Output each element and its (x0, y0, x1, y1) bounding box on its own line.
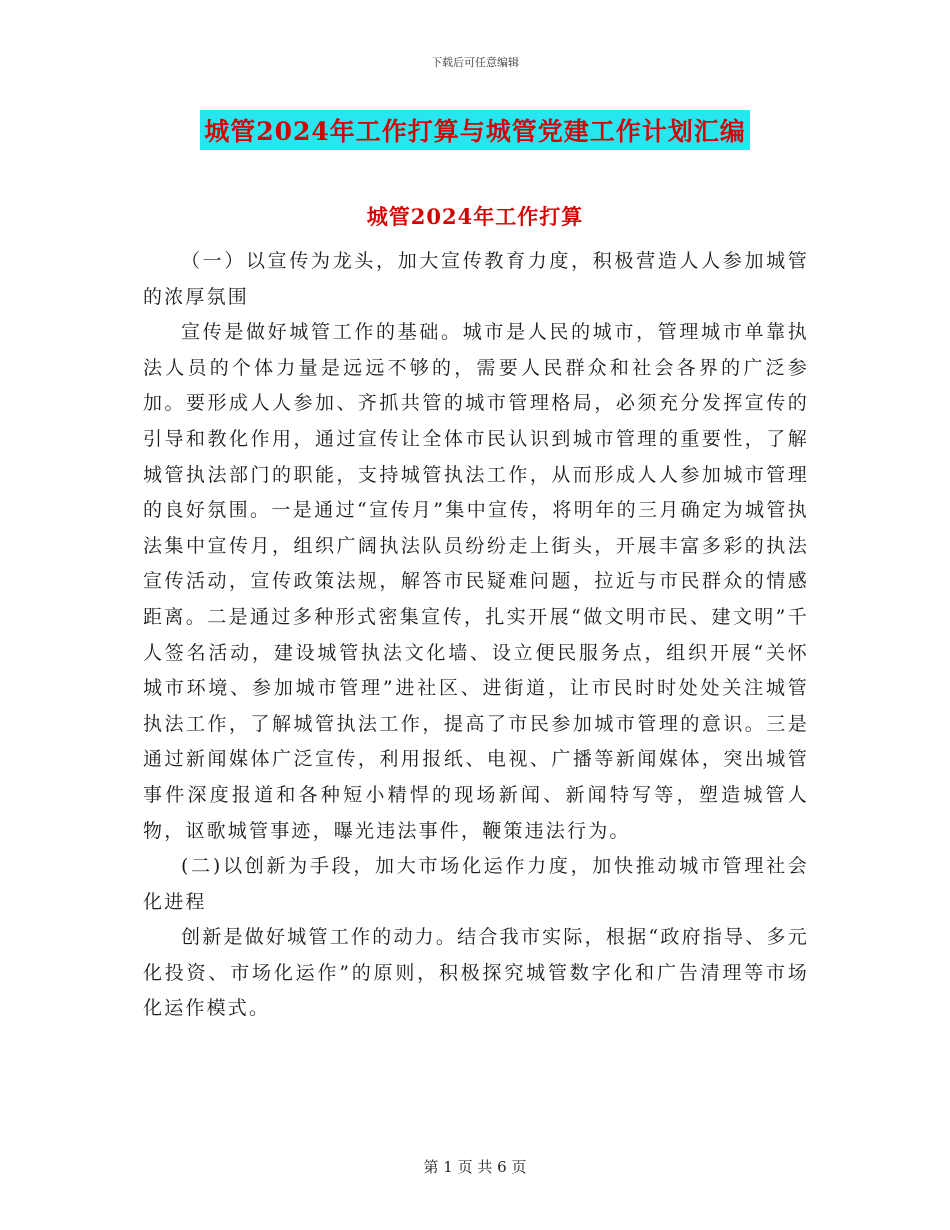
document-title: 城管2024年工作打算与城管党建工作计划汇编 (200, 110, 750, 150)
paragraph: 创新是做好城管工作的动力。结合我市实际，根据“政府指导、多元化投资、市场化运作”的原则，积极探究城管数字化和广告清理等市场化运作模式。 (143, 926, 809, 1020)
paragraph: 宣传是做好城管工作的基础。城市是人民的城市，管理城市单靠执法人员的个体力量是远远不够的，需要人民群众和社会各界的广泛参加。要形成人人参加、齐抓共管的城市管理格局，必须充分发挥宣传的引导和教化作用，通过宣传让全体市民认识到城市管理的重要性，了解城管执法部门的职能，支持城管执法工作，从而形成人人参加城市管理的良好氛围。一是通过“宣传月”集中宣传，将明年的三月确定为城管执法集中宣传月，组织广阔执法队员纷纷走上街头，开展丰富多彩的执法宣传活动，宣传政策法规，解答市民疑难问题，拉近与市民群众的情感距离。二是通过多种形式密集宣传，扎实开展“做文明市民、建文明”千人签名活动，建设城管执法文化墙、设立便民服务点，组织开展“关怀城市环境、参加城市管理”进社区、进街道，让市民时时处处关注城管执法工作，了解城管执法工作，提高了市民参加城市管理的意识。三是通过新闻媒体广泛宣传，利用报纸、电视、广播等新闻媒体，突出城管事件深度报道和各种短小精悍的现场新闻、新闻特写等，塑造城管人物，讴歌城管事迹，曝光违法事件，鞭策违法行为。 (143, 321, 809, 842)
paragraph-heading-1: （一）以宣传为龙头，加大宣传教育力度，积极营造人人参加城管的浓厚氛围 (143, 250, 809, 308)
header-note: 下载后可任意编辑 (431, 56, 519, 69)
paragraph-heading-2: (二)以创新为手段，加大市场化运作力度，加快推动城市管理社会化进程 (143, 855, 809, 913)
document-body (143, 244, 809, 1027)
document-title-container (0, 110, 950, 150)
section-title: 城管2024年工作打算 (366, 204, 584, 229)
page-number: 第 1 页 共 6 页 (423, 1158, 527, 1176)
